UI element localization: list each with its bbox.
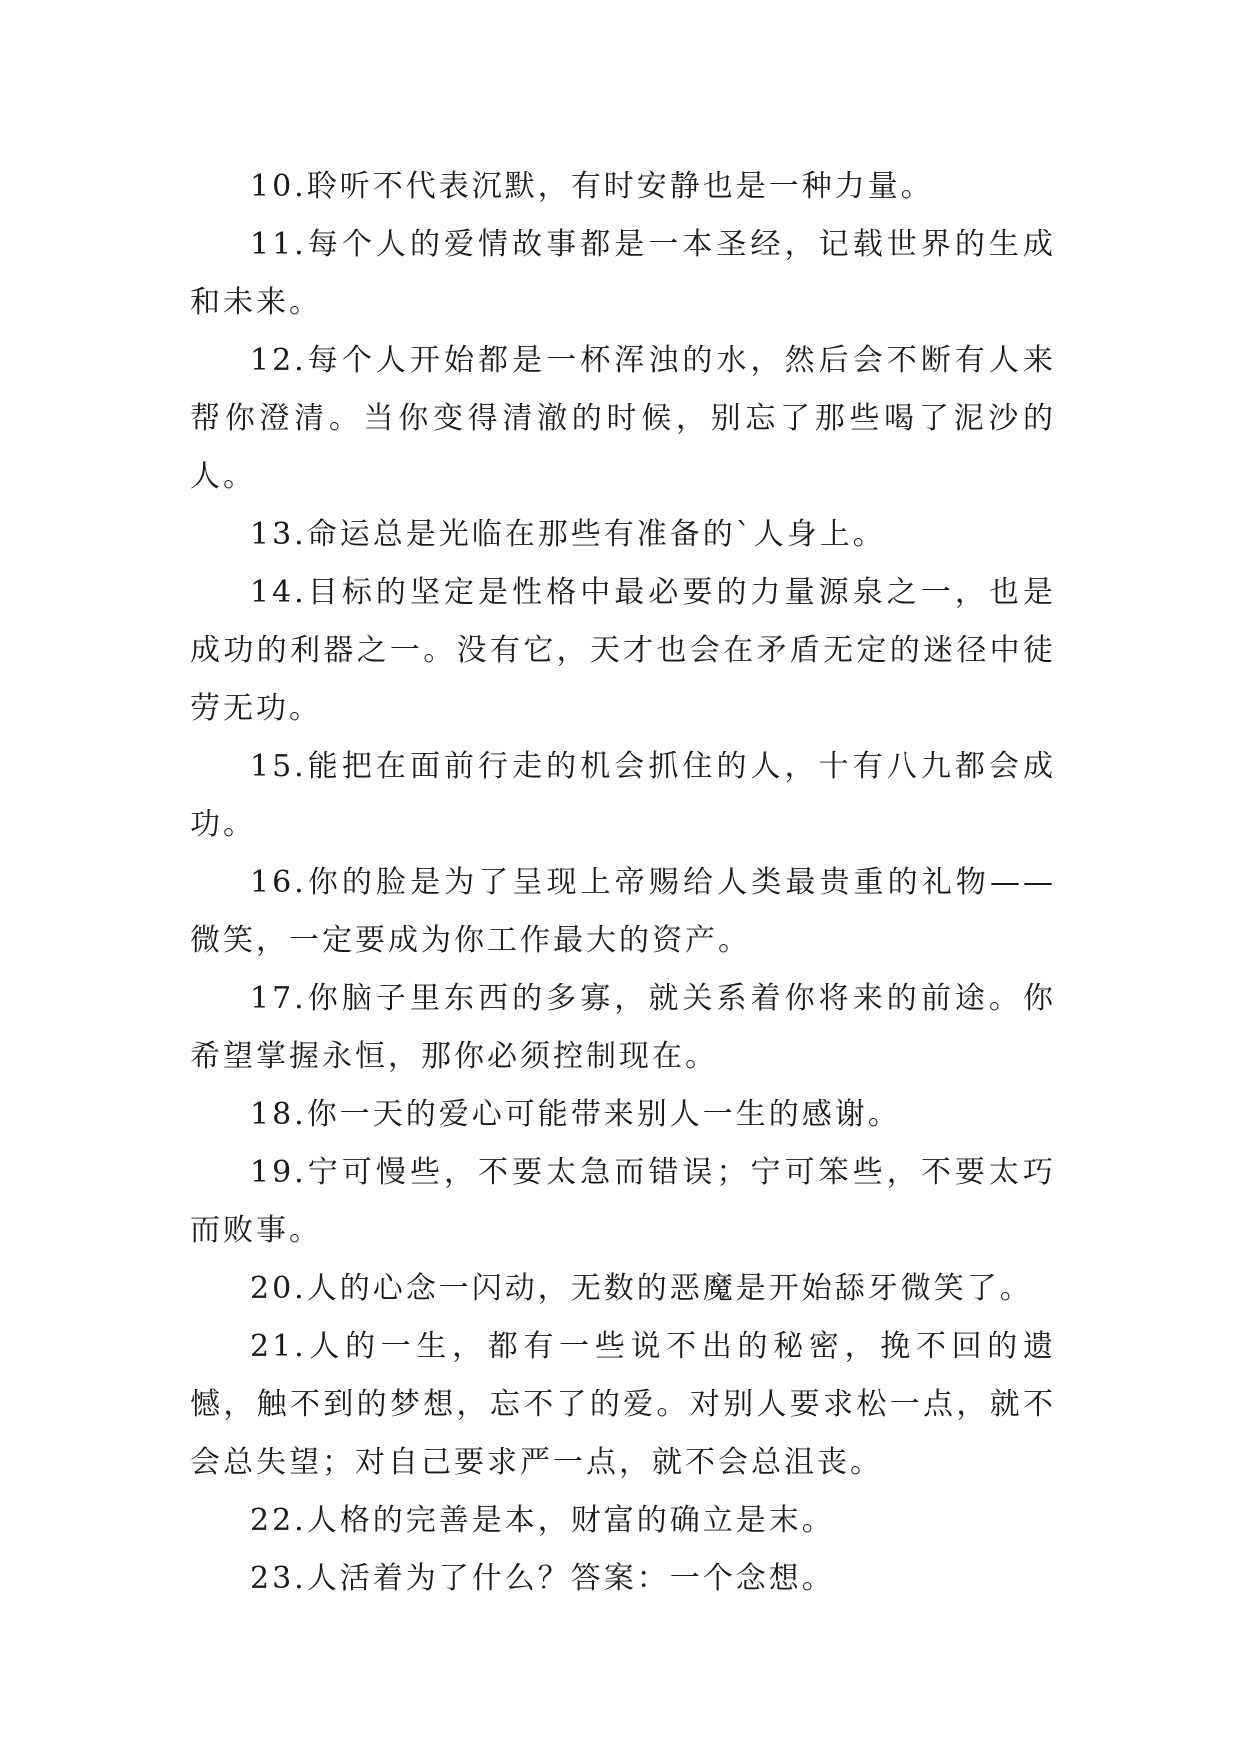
paragraph-21: 21.人的一生，都有一些说不出的秘密，挽不回的遗憾，触不到的梦想，忘不了的爱。对别人要求松一点，就不会总失望；对自己要求严一点，就不会总沮丧。 xyxy=(190,1329,1056,1480)
paragraph-18: 18.你一天的爱心可能带来别人一生的感谢。 xyxy=(250,1097,901,1132)
paragraph-13: 13.命运总是光临在那些有准备的`人身上。 xyxy=(250,517,886,552)
document-body xyxy=(190,158,1056,1608)
paragraph-15: 15.能把在面前行走的机会抓住的人，十有八九都会成功。 xyxy=(190,749,1056,842)
paragraph-22: 22.人格的完善是本，财富的确立是末。 xyxy=(250,1503,835,1538)
paragraph-10: 10.聆听不代表沉默，有时安静也是一种力量。 xyxy=(250,169,934,204)
paragraph-23: 23.人活着为了什么？答案：一个念想。 xyxy=(250,1561,835,1596)
paragraph-12: 12.每个人开始都是一杯浑浊的水，然后会不断有人来帮你澄清。当你变得清澈的时候，别忘了那些喝了泥沙的人。 xyxy=(190,343,1056,494)
paragraph-17: 17.你脑子里东西的多寡，就关系着你将来的前途。你希望掌握永恒，那你必须控制现在。 xyxy=(190,981,1056,1074)
paragraph-20: 20.人的心念一闪动，无数的恶魔是开始舔牙微笑了。 xyxy=(250,1271,1033,1306)
paragraph-19: 19.宁可慢些，不要太急而错误；宁可笨些，不要太巧而败事。 xyxy=(190,1155,1056,1248)
paragraph-14: 14.目标的坚定是性格中最必要的力量源泉之一，也是成功的利器之一。没有它，天才也会在矛盾无定的迷径中徒劳无功。 xyxy=(190,575,1056,726)
paragraph-16: 16.你的脸是为了呈现上帝赐给人类最贵重的礼物——微笑，一定要成为你工作最大的资产。 xyxy=(190,865,1056,958)
paragraph-11: 11.每个人的爱情故事都是一本圣经，记载世界的生成和未来。 xyxy=(190,227,1056,320)
